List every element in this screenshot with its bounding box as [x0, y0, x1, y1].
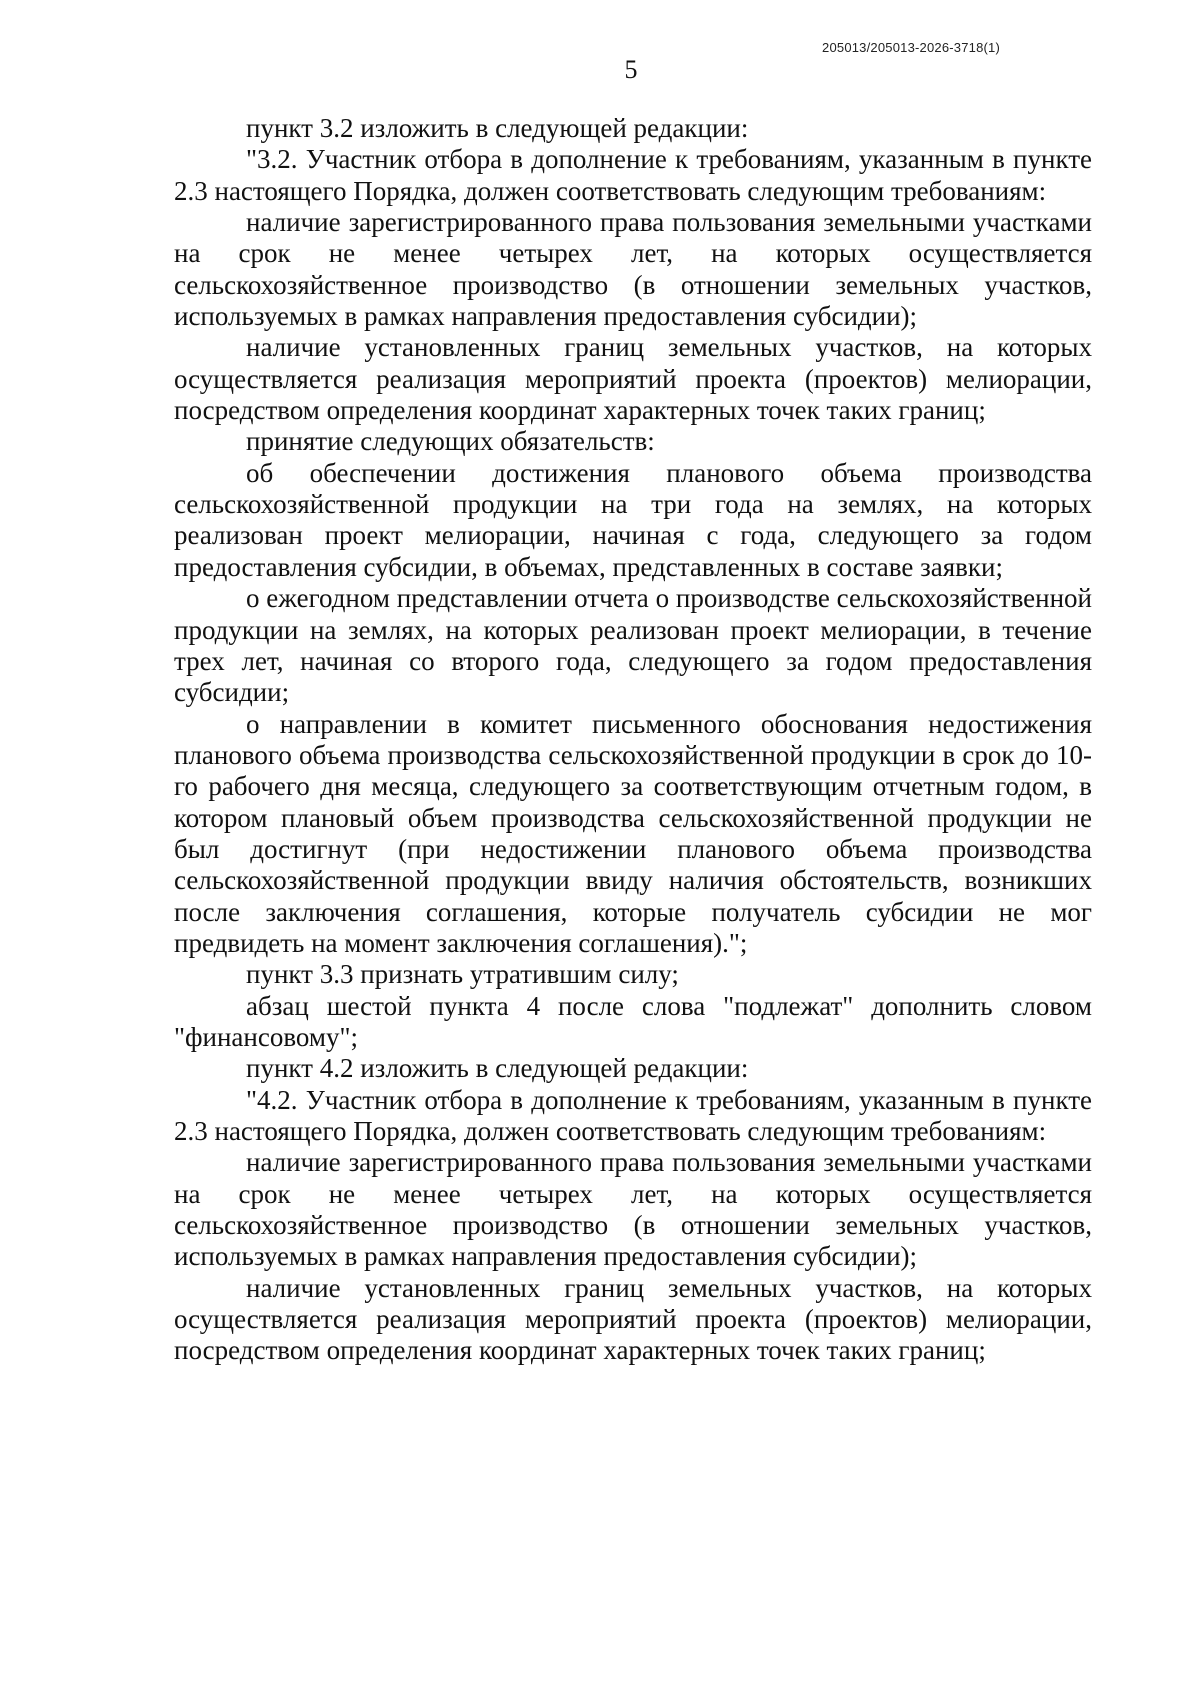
paragraph: пункт 3.3 признать утратившим силу; — [246, 959, 679, 990]
paragraph: о направлении в комитет письменного обоснования недостижения планового объема производства сельскохозяйственной продукции в срок до 10-го рабочего дня месяца, следующего за соответствующим отчетным годом, в котором плановый объем производства сельскохозяйственной продукции не был достигнут (при недостижении планового объема производства сельскохозяйственной продукции ввиду наличия обстоятельств, возникших после заключения соглашения, которые получатель субсидии не мог предвидеть на момент заключения соглашения)."; — [174, 708, 1092, 958]
paragraph: принятие следующих обязательств: — [246, 426, 655, 457]
paragraph: "3.2. Участник отбора в дополнение к требованиям, указанным в пункте 2.3 настоящего Порядка, должен соответствовать следующим требованиям: — [174, 144, 1092, 206]
paragraph: об обеспечении достижения планового объема производства сельскохозяйственной продукции на три года на землях, на которых реализован проект мелиорации, начиная с года, следующего за годом предоставления субсидии, в объемах, представленных в составе заявки; — [174, 457, 1092, 582]
paragraph: пункт 3.2 изложить в следующей редакции: — [246, 113, 749, 143]
paragraph: "4.2. Участник отбора в дополнение к требованиям, указанным в пункте 2.3 настоящего Порядка, должен соответствовать следующим требованиям: — [174, 1084, 1092, 1146]
paragraph: о ежегодном представлении отчета о производстве сельскохозяйственной продукции на землях, на которых реализован проект мелиорации, в течение трех лет, начиная со второго года, следующего за годом предоставления субсидии; — [174, 583, 1092, 708]
paragraph: наличие зарегистрированного права пользования земельными участками на срок не менее четырех лет, на которых осуществляется сельскохозяйственное производство (в отношении земельных участков, используемых в рамках направления предоставления субсидии); — [174, 207, 1092, 332]
paragraph: наличие зарегистрированного права пользования земельными участками на срок не менее четырех лет, на которых осуществляется сельскохозяйственное производство (в отношении земельных участков, используемых в рамках направления предоставления субсидии); — [174, 1147, 1092, 1272]
page-number: 5 — [624, 55, 638, 84]
paragraph: наличие установленных границ земельных участков, на которых осуществляется реализация мероприятий проекта (проектов) мелиорации, посредством определения координат характерных точек таких границ; — [174, 1272, 1092, 1366]
paragraph: пункт 4.2 изложить в следующей редакции: — [246, 1053, 749, 1084]
paragraph: наличие установленных границ земельных участков, на которых осуществляется реализация мероприятий проекта (проектов) мелиорации, посредством определения координат характерных точек таких границ; — [174, 332, 1092, 426]
document-body — [174, 113, 1092, 1367]
document-id: 205013/205013-2026-3718(1) — [822, 40, 1000, 55]
paragraph: абзац шестой пункта 4 после слова "подлежат" дополнить словом "финансовому"; — [174, 990, 1092, 1052]
